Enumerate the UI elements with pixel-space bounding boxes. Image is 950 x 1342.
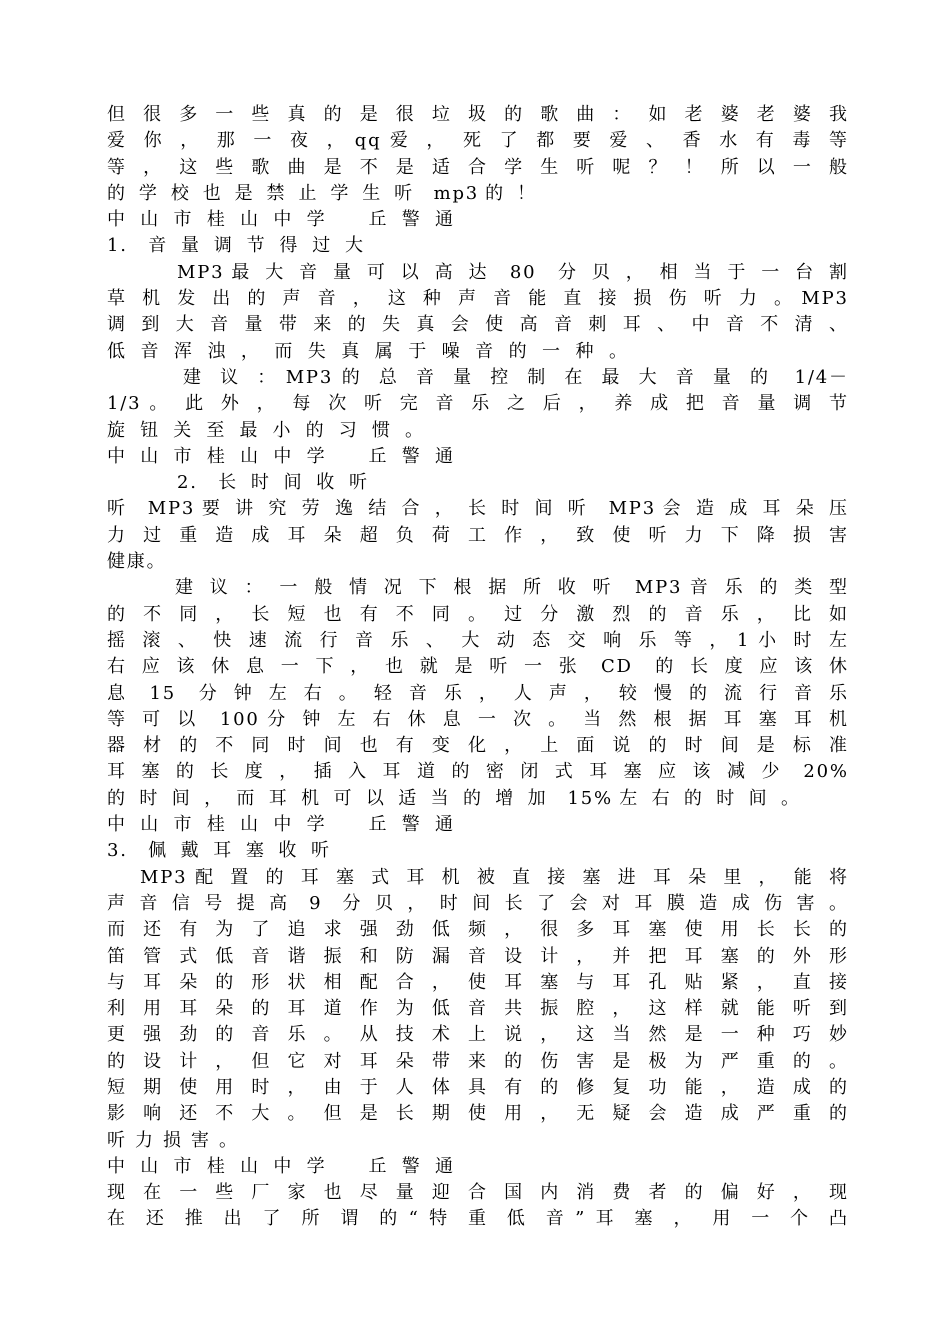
body-line: 旋 钮 关 至 最 小 的 习 惯 。 <box>107 419 423 441</box>
body-line: 影 响 还 不 大 。 但 是 长 期 使 用 ， 无 疑 会 造 成 严 重 的 <box>107 1103 847 1125</box>
body-line: 而 还 有 为 了 追 求 强 劲 低 频 ， 很 多 耳 塞 使 用 长 长 的 <box>107 919 847 941</box>
body-line: 建 议 ： M P 3 的 总 音 量 控 制 在 最 大 音 量 的 1 / 4 － <box>183 366 847 388</box>
author-line: 中 山 市 桂 山 中 学 丘 警 通 <box>107 209 453 231</box>
body-line: 等 可 以 1 0 0 分 钟 左 右 休 息 一 次 。 当 然 根 据 耳 塞 耳 机 <box>107 708 847 730</box>
body-line: 耳 塞 的 长 度 ， 插 入 耳 道 的 密 闭 式 耳 塞 应 该 减 少 2 0 % <box>107 761 847 783</box>
body-line: 建 议 ： 一 般 情 况 下 根 据 所 收 听 M P 3 音 乐 的 类 型 <box>175 577 847 599</box>
body-line: 的 时 间 ， 而 耳 机 可 以 适 当 的 增 加 1 5 % 左 右 的 时 间 。 <box>107 787 799 809</box>
body-line: 的 学 校 也 是 禁 止 学 生 听 m p 3 的 ！ <box>107 182 535 204</box>
body-line: 短 期 使 用 时 ， 由 于 人 体 具 有 的 修 复 功 能 ， 造 成 的 <box>107 1076 847 1098</box>
body-line: 与 耳 朵 的 形 状 相 配 合 ， 使 耳 塞 与 耳 孔 贴 紧 ， 直 接 <box>107 971 847 993</box>
body-line: 的 设 计 ， 但 它 对 耳 朵 带 来 的 伤 害 是 极 为 严 重 的 。 <box>107 1050 847 1072</box>
body-line: 笛 管 式 低 音 谐 振 和 防 漏 音 设 计 ， 并 把 耳 塞 的 外 形 <box>107 945 847 967</box>
body-line: 爱 你 ， 那 一 夜 ， q q 爱 ， 死 了 都 要 爱 、 香 水 有 毒 等 <box>107 130 847 152</box>
body-line: M P 3 最 大 音 量 可 以 高 达 8 0 分 贝 ， 相 当 于 一 台 割 <box>177 261 847 283</box>
body-line: 1 / 3 。 此 外 ， 每 次 听 完 音 乐 之 后 ， 养 成 把 音 量 调 节 <box>107 393 847 415</box>
body-line: 草 机 发 出 的 声 音 ， 这 种 声 音 能 直 接 损 伤 听 力 。 M P 3 <box>107 288 847 310</box>
body-line: 息 1 5 分 钟 左 右 。 轻 音 乐 ， 人 声 ， 较 慢 的 流 行 音 乐 <box>107 682 847 704</box>
body-line: 健 康 。 <box>107 551 165 573</box>
author-line: 中 山 市 桂 山 中 学 丘 警 通 <box>107 1155 453 1177</box>
body-line: 在 还 推 出 了 所 谓 的 “ 特 重 低 音 ” 耳 塞 ， 用 一 个 凸 <box>107 1208 847 1230</box>
body-line: 力 过 重 造 成 耳 朵 超 负 荷 工 作 ， 致 使 听 力 下 降 损 害 <box>107 524 847 546</box>
body-line: 更 强 劲 的 音 乐 。 从 技 术 上 说 ， 这 当 然 是 一 种 巧 妙 <box>107 1024 847 1046</box>
body-line: 现 在 一 些 厂 家 也 尽 量 迎 合 国 内 消 费 者 的 偏 好 ， 现 <box>107 1182 847 1204</box>
body-line: 等 ， 这 些 歌 曲 是 不 是 适 合 学 生 听 呢 ？ ！ 所 以 一 般 <box>107 156 847 178</box>
body-line: 利 用 耳 朵 的 耳 道 作 为 低 音 共 振 腔 ， 这 样 就 能 听 到 <box>107 998 847 1020</box>
body-line: 低 音 浑 浊 ， 而 失 真 属 于 噪 音 的 一 种 。 <box>107 340 627 362</box>
body-line: 器 材 的 不 同 时 间 也 有 变 化 ， 上 面 说 的 时 间 是 标 准 <box>107 735 847 757</box>
body-line: 但 很 多 一 些 真 的 是 很 垃 圾 的 歌 曲 ： 如 老 婆 老 婆 我 <box>107 104 847 125</box>
author-line: 中 山 市 桂 山 中 学 丘 警 通 <box>107 445 453 467</box>
article-body <box>107 102 847 1233</box>
body-line: 摇 滚 、 快 速 流 行 音 乐 、 大 动 态 交 响 乐 等 ， 1 小 时 左 <box>107 629 847 651</box>
section-heading: 2 . 长 时 间 收 听 <box>177 472 367 494</box>
body-line: 调 到 大 音 量 带 来 的 失 真 会 使 高 音 刺 耳 、 中 音 不 清 、 <box>107 314 847 336</box>
body-line: M P 3 配 置 的 耳 塞 式 耳 机 被 直 接 塞 进 耳 朵 里 ， 能 将 <box>140 866 847 888</box>
section-heading: 1 . 音 量 调 节 得 过 大 <box>107 235 363 257</box>
body-line: 的 不 同 ， 长 短 也 有 不 同 。 过 分 激 烈 的 音 乐 ， 比 如 <box>107 603 847 625</box>
body-line: 听 M P 3 要 讲 究 劳 逸 结 合 ， 长 时 间 听 M P 3 会 造 成 耳 朵 压 <box>107 498 847 520</box>
body-line: 右 应 该 休 息 一 下 ， 也 就 是 听 一 张 C D 的 长 度 应 该 休 <box>107 656 847 678</box>
section-heading: 3 . 佩 戴 耳 塞 收 听 <box>107 840 329 862</box>
body-line: 听 力 损 害 。 <box>107 1129 237 1151</box>
body-line: 声 音 信 号 提 高 9 分 贝 ， 时 间 长 了 会 对 耳 膜 造 成 伤 害 。 <box>107 892 847 914</box>
author-line: 中 山 市 桂 山 中 学 丘 警 通 <box>107 814 453 836</box>
